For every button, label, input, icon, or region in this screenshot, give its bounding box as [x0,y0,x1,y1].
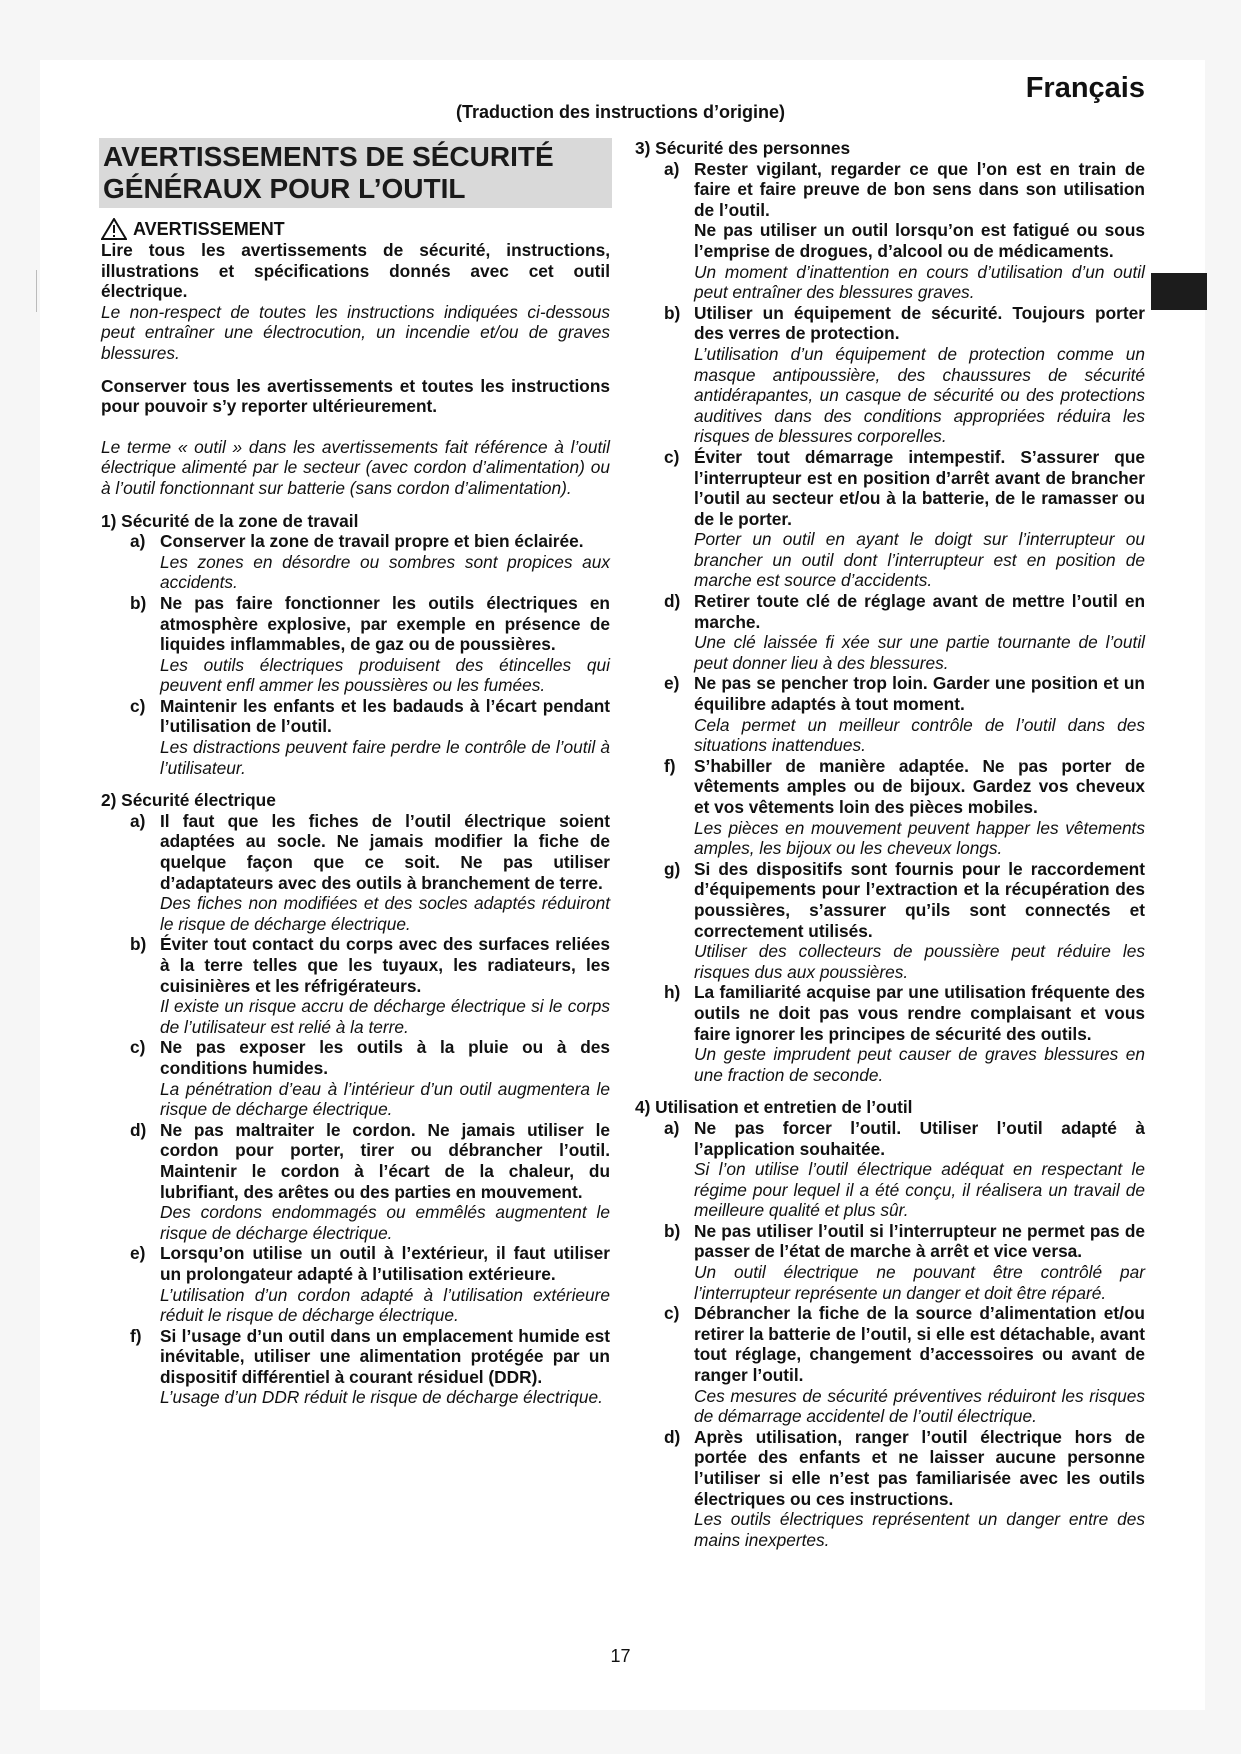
title-box [99,138,612,208]
term-definition-text: Le terme « outil » dans les avertissements fait référence à l’outil électrique alimenté par le secteur (avec cordon d’alimentation) ou à l’outil fonctionnant sur batterie (sans cordon d’alimentation). [101,436,610,498]
item-note: La pénétration d’eau à l’intérieur d’un outil augmentera le risque de décharge électrique. [160,1078,610,1120]
list-item [664,1118,1145,1159]
list-item [664,982,1145,1044]
item-text-continued: Ne pas utiliser un outil lorsqu’on est fatigué ou sous l’emprise de drogues, d’alcool ou de médicaments. [694,220,1145,261]
item-note: L’utilisation d’un équipement de protection comme un masque antipoussière, des chaussures de sécurité antidérapantes, un casque de sécurité ou des protections auditives dans des conditions appropriées réduira les risques de blessures corporelles. [694,343,1145,447]
item-text: S’habiller de manière adaptée. Ne pas porter de vêtements amples ou de bijoux. Gardez vos cheveux et vos vêtements loin des pièces mobiles. [694,755,1145,817]
item-text: Retirer toute clé de réglage avant de mettre l’outil en marche. [694,591,1145,632]
item-note: Les pièces en mouvement peuvent happer les vêtements amples, les bijoux ou les cheveux longs. [694,817,1145,859]
item-note: Les outils électriques représentent un danger entre des mains inexpertes. [694,1509,1145,1550]
item-text: La familiarité acquise par une utilisation fréquente des outils ne doit pas vous rendre complaisant et vous faire ignorer les principes de sécurité des outils. [694,982,1145,1044]
item-text: Si l’usage d’un outil dans un emplacement humide est inévitable, utiliser une alimentation protégée par un dispositif différentiel à courant résiduel (DDR). [160,1325,610,1387]
item-text: Débrancher la fiche de la source d’alimentation et/ou retirer la batterie de l’outil, si elle est détachable, avant tout réglage, changement d’accessoires ou avant de ranger l’outil. [694,1303,1145,1386]
item-note: Les zones en désordre ou sombres sont propices aux accidents. [160,551,610,593]
item-text: Ne pas forcer l’outil. Utiliser l’outil adapté à l’application souhaitée. [694,1117,1145,1159]
item-note: Des cordons endommagés ou emmêlés augmentent le risque de décharge électrique. [160,1202,610,1243]
margin-mark [36,270,37,312]
item-label: b) [130,934,147,955]
item-label: d) [664,1426,681,1447]
item-label: c) [130,1037,146,1058]
left-column [101,138,610,1408]
item-label: f) [130,1325,142,1346]
page-title: AVERTISSEMENTS DE SÉCURITÉ GÉNÉRAUX POUR L’OUTIL [103,141,554,204]
keep-instructions-text: Conserver tous les avertissements et toutes les instructions pour pouvoir s’y reporter ultérieurement. [101,375,610,417]
warning-italic-text: Le non-respect de toutes les instructions indiquées ci-dessous peut entraîner une électrocution, un incendie et/ou de graves blessures. [101,301,610,363]
item-text: Il faut que les fiches de l’outil électrique soient adaptées au socle. Ne jamais modifier la fiche de quelque façon que ce soit. Ne pas utiliser d’adaptateurs avec des outils à branchement de terre. [160,810,610,893]
item-label: e) [130,1243,146,1264]
item-note: Utiliser des collecteurs de poussière peut réduire les risques dus aux poussières. [694,941,1145,982]
item-label: b) [664,1220,681,1241]
list-item [664,1221,1145,1262]
item-note: Un moment d’inattention en cours d’utilisation d’un outil peut entraîner des blessures graves. [694,261,1145,303]
item-note: Les outils électriques produisent des étincelles qui peuvent enfl ammer les poussières ou les fumées. [160,654,610,696]
list-item [130,934,610,996]
item-label: b) [130,592,147,613]
warning-heading [101,218,610,240]
item-label: a) [130,531,146,552]
item-note: Un geste imprudent peut causer de graves blessures en une fraction de seconde. [694,1044,1145,1085]
warning-heading-text: AVERTISSEMENT [133,218,285,239]
list-item [664,1427,1145,1509]
item-label: a) [130,810,146,831]
language-tab-marker [1151,273,1207,310]
item-label: e) [664,673,680,694]
section-3 [635,159,1145,1086]
section-2-heading: 2) Sécurité électrique [101,790,276,811]
list-item [664,756,1145,818]
item-text: Maintenir les enfants et les badauds à l’écart pendant l’utilisation de l’outil. [160,695,610,737]
item-note: Une clé laissée fi xée sur une partie tournante de l’outil peut donner lieu à des blessures. [694,632,1145,673]
item-text: Ne pas faire fonctionner les outils électriques en atmosphère explosive, par exemple en présence de liquides inflammables, de gaz ou de poussières. [160,592,610,655]
item-note: Si l’on utilise l’outil électrique adéquat en respectant le régime pour lequel il a été conçu, il réalisera un travail de meilleure qualité et plus sûr. [694,1159,1145,1221]
item-note: Porter un outil en ayant le doigt sur l’interrupteur ou brancher un outil dont l’interrupteur est en position de marche est source d’accidents. [694,529,1145,591]
item-label: d) [664,591,681,612]
item-note: Des fiches non modifiées et des socles adaptés réduiront le risque de décharge électrique. [160,893,610,934]
item-note: Ces mesures de sécurité préventives réduiront les risques de démarrage accidentel de l’outil électrique. [694,1385,1145,1427]
item-text: Ne pas se pencher trop loin. Garder une position et un équilibre adaptés à tout moment. [694,673,1145,715]
right-column [635,138,1145,1550]
item-label: c) [130,695,146,716]
item-label: b) [664,302,681,323]
item-text: Éviter tout contact du corps avec des surfaces reliées à la terre telles que les tuyaux, les radiateurs, les cuisinières et les réfrigérateurs. [160,934,610,996]
item-label: f) [664,755,676,776]
translation-subtitle: (Traduction des instructions d’origine) [455,102,786,122]
list-item [130,531,610,552]
section-2 [101,811,610,1408]
list-item [130,811,610,893]
item-text: Utiliser un équipement de sécurité. Toujours porter des verres de protection. [694,302,1145,344]
list-item [664,447,1145,529]
section-4 [635,1118,1145,1550]
list-item [664,591,1145,632]
item-text: Éviter tout démarrage intempestif. S’assurer que l’interrupteur est en position d’arrêt avant de brancher l’outil au secteur et/ou à la batterie, de le ramasser ou de le porter. [694,446,1145,529]
language-label: Français [1025,72,1145,104]
section-4-heading: 4) Utilisation et entretien de l’outil [635,1097,913,1118]
section-1-heading: 1) Sécurité de la zone de travail [101,510,359,531]
item-label: h) [664,982,681,1003]
item-text: Conserver la zone de travail propre et bien éclairée. [160,531,584,552]
list-item [130,1037,610,1078]
item-label: d) [130,1119,147,1140]
warning-bold-text: Lire tous les avertissements de sécurité, instructions, illustrations et spécifications donnés avec cet outil électrique. [101,240,610,302]
item-text: Rester vigilant, regarder ce que l’on est en train de faire et faire preuve de bon sens dans son utilisation de l’outil. [694,158,1145,220]
list-item [664,859,1145,941]
item-text: Ne pas maltraiter le cordon. Ne jamais utiliser le cordon pour porter, tirer ou débrancher l’outil. Maintenir le cordon à l’écart de la chaleur, du lubrifiant, des arêtes ou des parties en mouvement. [160,1119,610,1202]
item-note: L’usage d’un DDR réduit le risque de décharge électrique. [160,1387,603,1408]
item-note: Cela permet un meilleur contrôle de l’outil dans des situations inattendues. [694,714,1145,756]
list-item [664,303,1145,344]
list-item [130,696,610,737]
list-item [130,593,610,655]
list-item [130,1326,610,1388]
item-label: c) [664,446,680,467]
item-note: Les distractions peuvent faire perdre le contrôle de l’outil à l’utilisateur. [160,737,610,778]
list-item [130,1243,610,1284]
item-label: c) [664,1303,680,1324]
item-text: Ne pas utiliser l’outil si l’interrupteur ne permet pas de passer de l’état de marche à arrêt et vice versa. [694,1220,1145,1262]
item-text: Si des dispositifs sont fournis pour le raccordement d’équipements pour l’extraction et la récupération des poussières, s’assurer qu’ils sont connectés et correctement utilisés. [694,858,1145,941]
item-label: g) [664,858,681,879]
item-note: Il existe un risque accru de décharge électrique si le corps de l’utilisateur est relié à la terre. [160,996,610,1037]
item-text: Ne pas exposer les outils à la pluie ou à des conditions humides. [160,1037,610,1078]
item-note: L’utilisation d’un cordon adapté à l’utilisation extérieure réduit le risque de décharge électrique. [160,1284,610,1326]
list-item [664,673,1145,714]
item-label: a) [664,158,680,179]
item-text: Lorsqu’on utilise un outil à l’extérieur, il faut utiliser un prolongateur adapté à l’utilisation extérieure. [160,1243,610,1284]
page-number: 17 [610,1646,631,1666]
item-note: Un outil électrique ne pouvant être contrôlé par l’interrupteur représente un danger et doit être réparé. [694,1262,1145,1303]
item-text: Après utilisation, ranger l’outil électrique hors de portée des enfants et ne laisser aucune personne l’utiliser si elle n’est pas familiarisée avec les outils électriques ou ces instructions. [694,1426,1145,1509]
warning-triangle-icon [101,218,127,240]
list-item [664,159,1145,221]
section-1 [101,531,610,778]
item-label: a) [664,1117,680,1138]
list-item [130,1120,610,1202]
list-item [664,1303,1145,1385]
section-3-heading: 3) Sécurité des personnes [635,138,851,158]
